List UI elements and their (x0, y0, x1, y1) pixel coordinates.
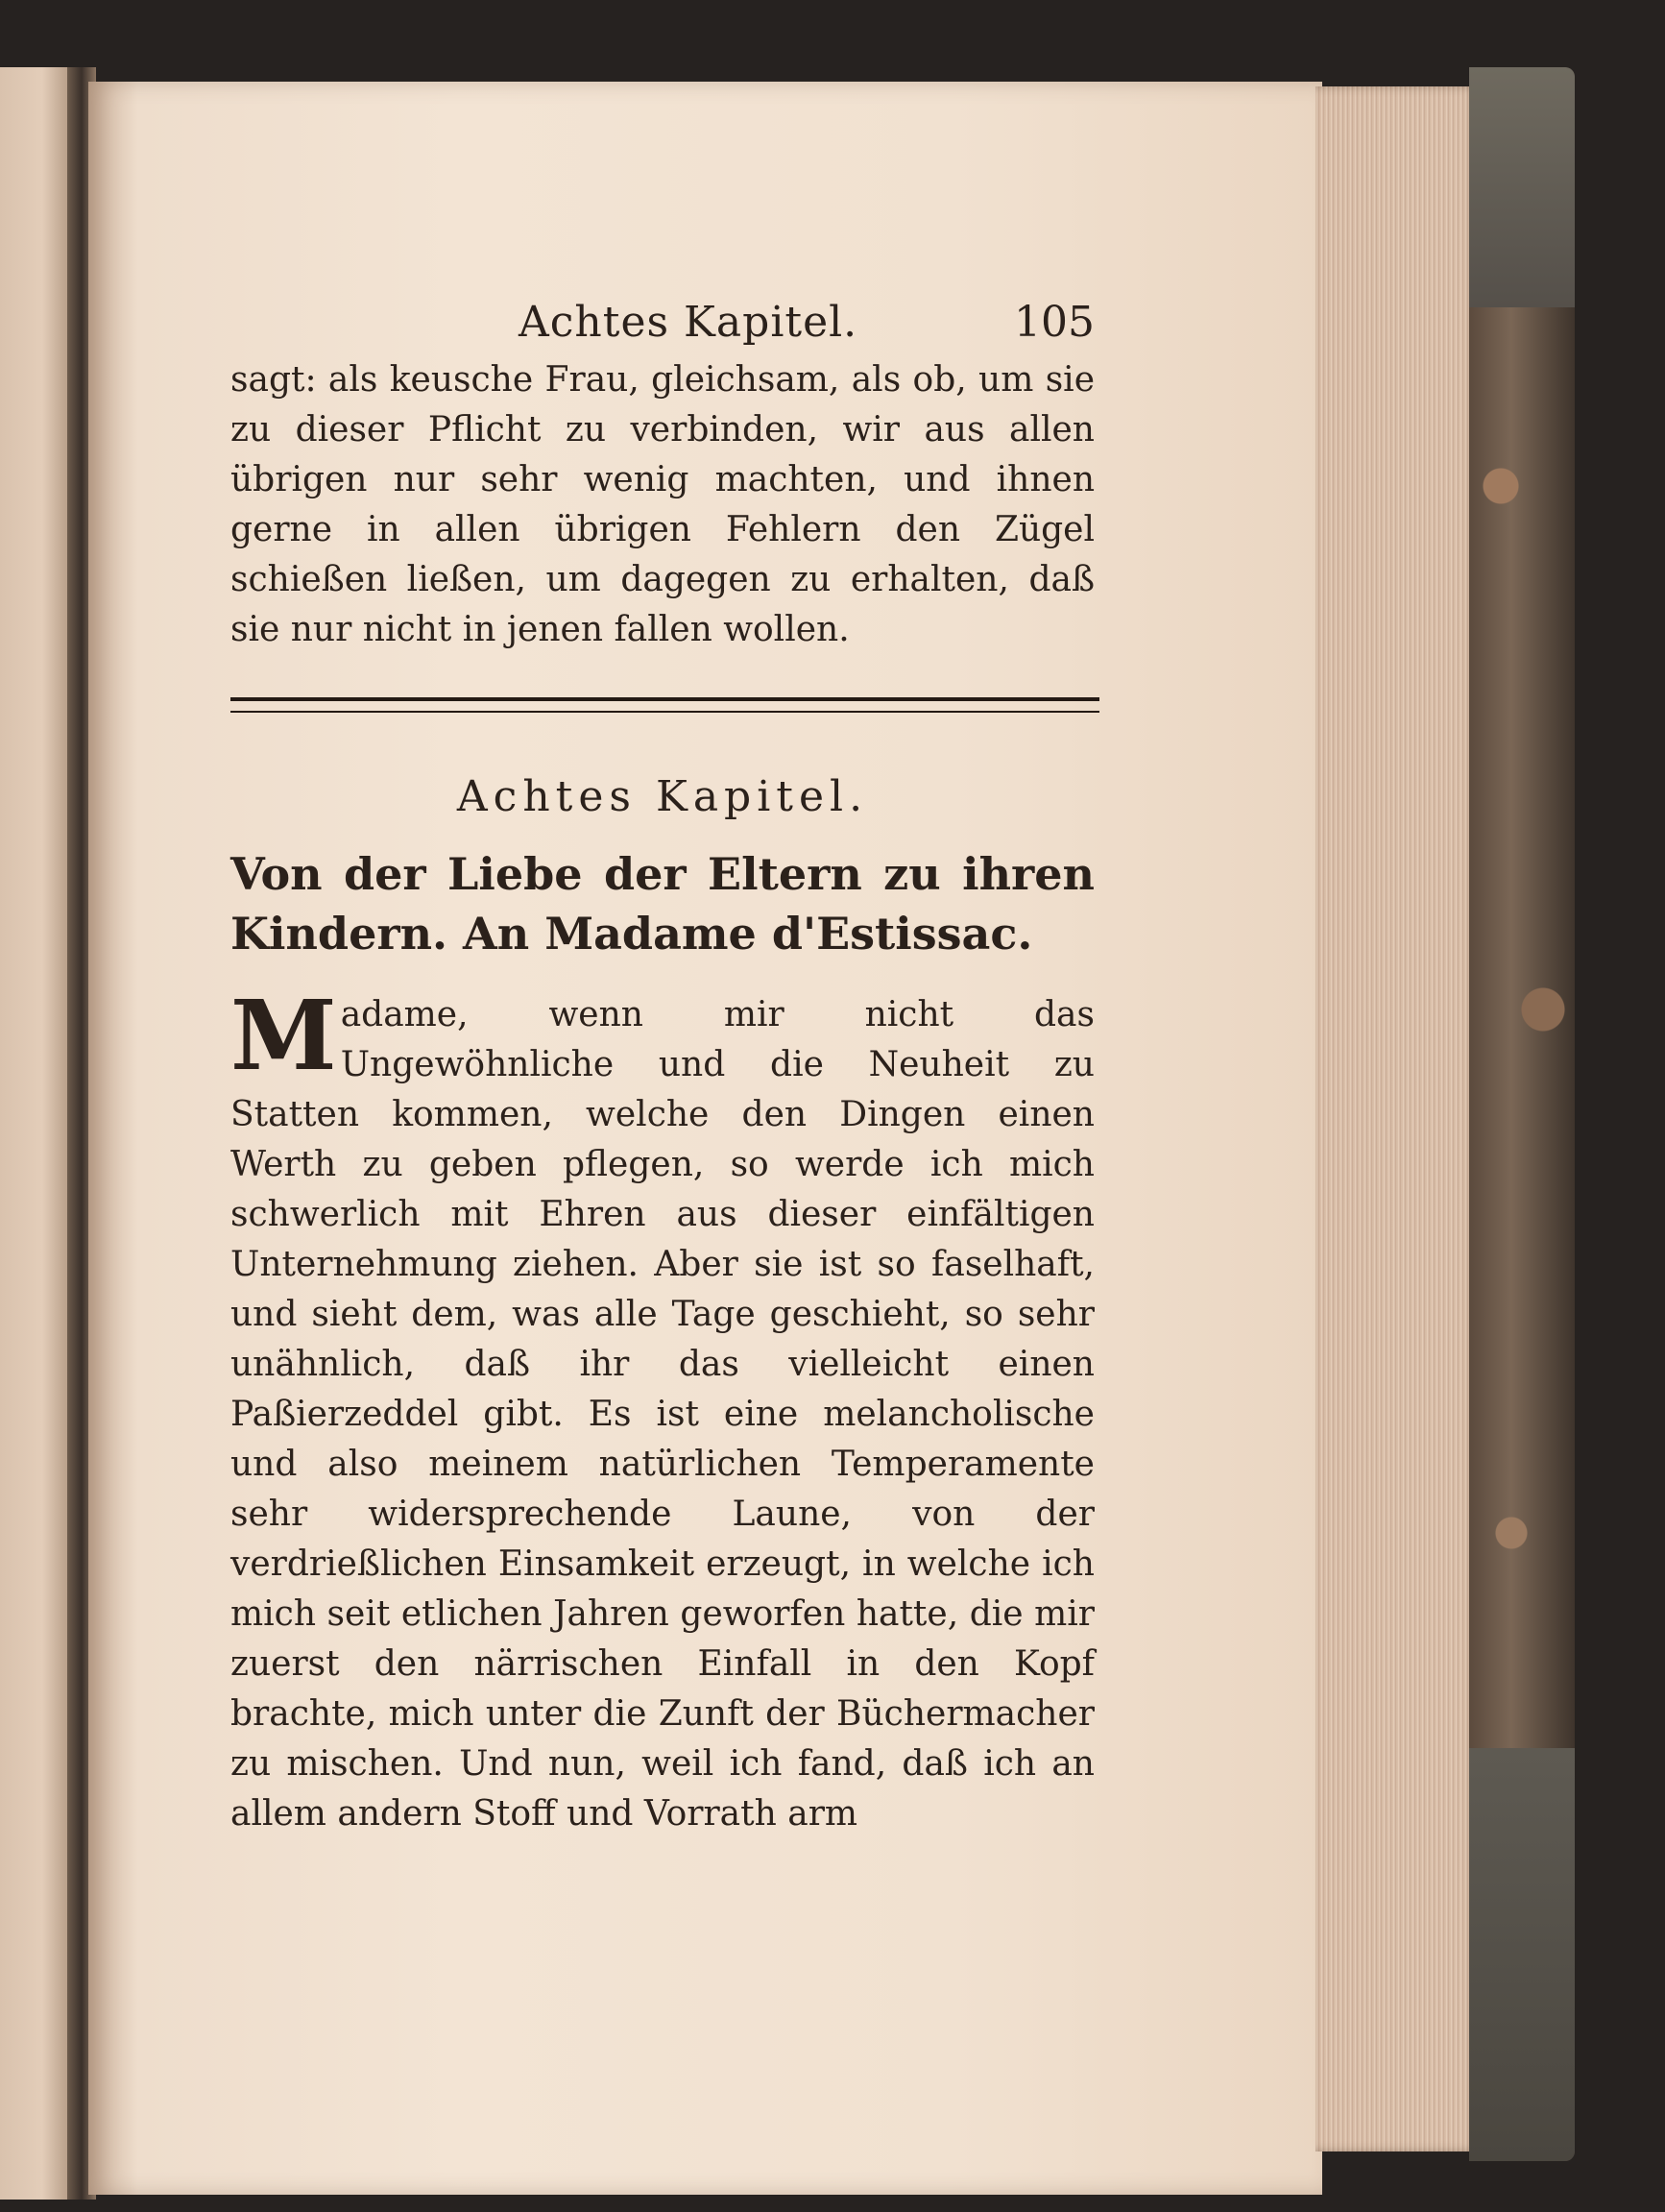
running-title: Achtes Kapitel. (519, 298, 858, 347)
chapter-body (230, 979, 1095, 1839)
cover-cloth-top (1469, 67, 1575, 307)
chapter-title: Achtes Kapitel. (456, 772, 869, 821)
page-number: 105 (1014, 298, 1095, 347)
left-page-edge (0, 67, 77, 2200)
chapter-subtitle: Von der Liebe der Eltern zu ihren Kindern. An Madame d'Estissac. (230, 848, 1095, 960)
continuation-paragraph: sagt: als keusche Frau, gleichsam, als ob, um sie zu dieser Pflicht zu verbinden, wir aus allen übrigen nur sehr wenig machten, und ihnen gerne in allen übrigen Fehlern den Zügel schießen ließen, um dagegen zu erhalten, daß sie nur nicht in jenen fallen wollen. (230, 360, 1095, 649)
drop-cap: M (230, 979, 337, 1092)
page-content (230, 288, 1095, 1839)
running-head (230, 288, 1095, 355)
chapter-body-text: adame, wenn mir nicht das Ungewöhnliche und die Neuheit zu Statten kommen, welche den Dingen einen Werth zu geben pflegen, so werde ich mich schwerlich mit Ehren aus dieser einfältigen Unternehmung ziehen. Aber sie ist so faselhaft, und sieht dem, was alle Tage geschieht, so sehr unähnlich, daß ihr das vielleicht einen Paßierzeddel gibt. Es ist eine melancholische und also meinem natürlichen Temperamente sehr widersprechende Laune, von der verdrießlichen Einsamkeit erzeugt, in welche ich mich seit etlichen Jahren geworfen hatte, die mir zuerst den närrischen Einfall in den Kopf brachte, mich unter die Zunft der Büchermacher zu mischen. Und nun, weil ich fand, daß ich an allem andern Stoff und Vorrath arm (230, 995, 1095, 1834)
section-rule (230, 697, 1099, 713)
cover-cloth-bottom (1469, 1748, 1575, 2161)
page-block-edges (1315, 86, 1479, 2151)
